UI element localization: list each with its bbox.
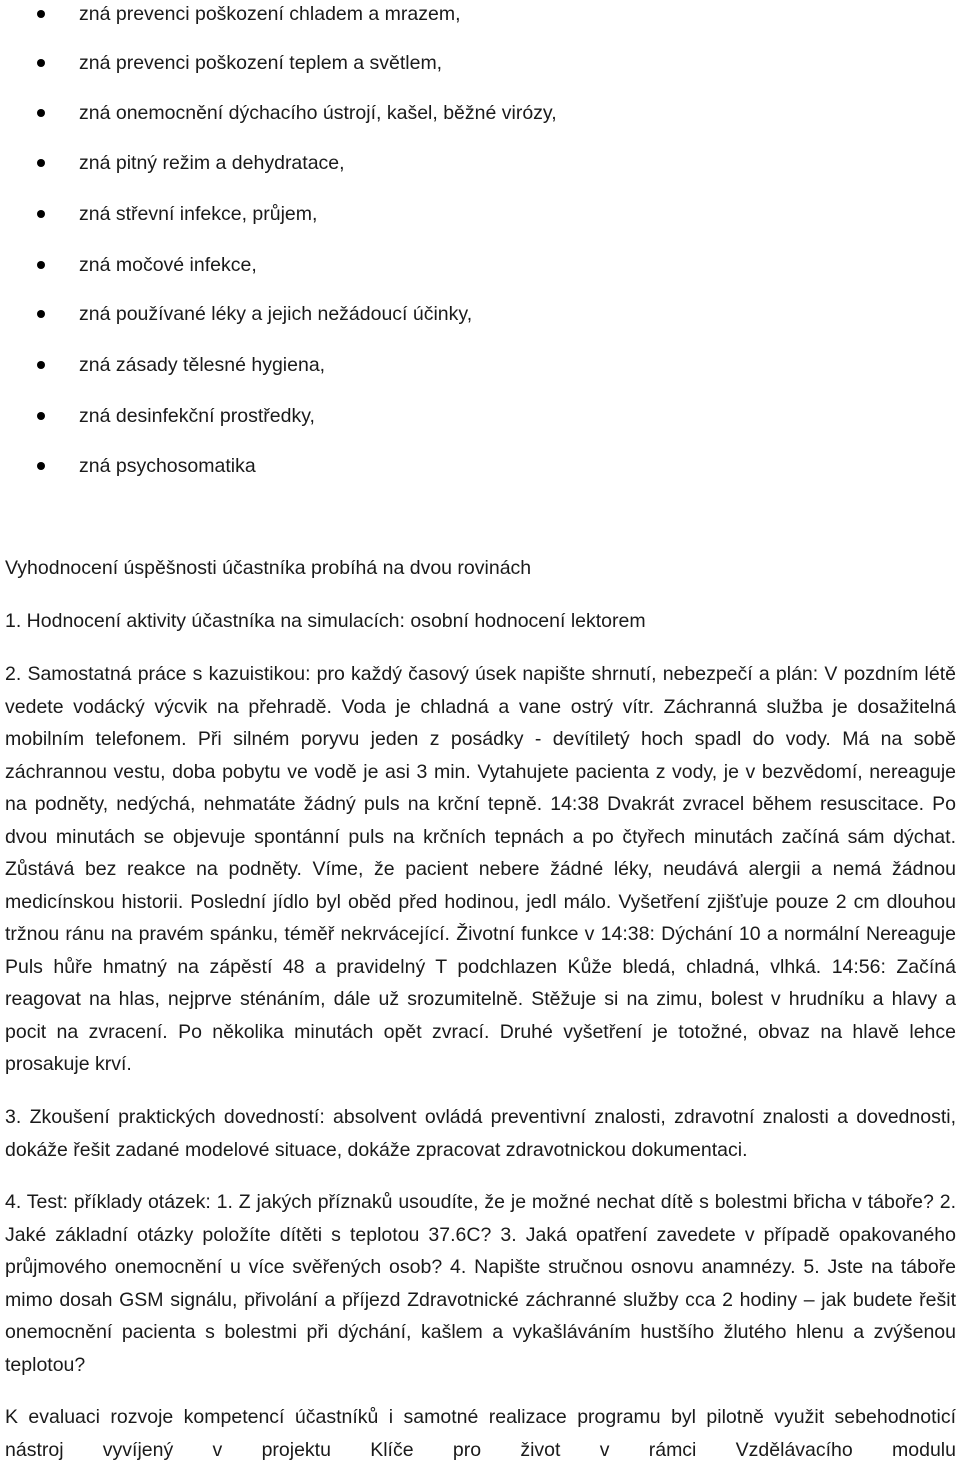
bullet-icon [37,361,45,369]
evaluation-item-3: 3. Zkoušení praktických dovedností: absolvent ovládá preventivní znalosti, zdravotní znalosti a dovednosti, dokáže řešit zadané modelové situace, dokáže zpracovat zdravotnickou dokumentaci. [5,1106,956,1161]
evaluation-item-4-test: 4. Test: příklady otázek: 1. Z jakých příznaků usoudíte, že je možné nechat dítě s bolestmi břicha v táboře? 2. Jaké základní otázky položíte dítěti s teplotou 37.6C? 3. Jaká opatření zavedete v případě opakovaného průjmového onemocnění u více svěřených osob? 4. Napište stručnou osnovu anamnézy. 5. Jste na táboře mimo dosah GSM signálu, přivolání a příjezd Zdravotnické záchranné služby cca 2 hodiny – jak budete řešit onemocnění pacienta s bolestmi při dýchání, kašlem a vykašláváním hustšího žlutého hlenu a zvýšenou teplotou? [5,1191,956,1376]
evaluation-item-1: 1. Hodnocení aktivity účastníka na simulacích: osobní hodnocení lektorem [5,610,646,632]
document-page: zná prevenci poškození chladem a mrazem, zná prevenci poškození teplem a světlem, zná onemocnění dýchacího ústrojí, kašel, běžné virózy, zná pitný režim a dehydratace, zná střevní infekce, průjem, zná močové infekce, zná používané léky a jejich nežádoucí účinky, zná zásady tělesné hygiena, zná desinfekční prostředky, zná psychosomatika Vyhodnocení úspěšnosti účastníka probíhá na dvou rovinách 1. Hodnocení aktivity účastníka na simulacích: osobní hodnocení lektorem 2. Samostatná práce s kazuistikou: pro každý časový úsek napište shrnutí, nebezpečí a plán: V pozdním létě vedete vodácký výcvik na přehradě. Voda je chladná a vane ostrý vítr. Záchranná služba je dosažitelná mobilním telefonem. Při silném poryvu jeden z posádky - devítiletý hoch spadl do vody. Má na sobě záchrannou vestu, doba pobytu ve vodě je asi 3 min. Vytahujete pacienta z vody, je v bezvědomí, nereaguje na podněty, nedýchá, nehmatáte žádný puls na krční tepně. 14:38 Dvakrát zvracel během resuscitace. Po dvou minutách se objevuje spontánní puls na krčních tepnách a po čtyřech minutách začíná sám dýchat. Zůstává bez reakce na podněty. Víme, že pacient nebere žádné léky, neudává alergii a nemá žádnou medicínskou historii. Poslední jídlo byl oběd před hodinou, jedl málo. Vyšetření zjišťuje pouze 2 cm dlouhou tržnou ránu na pravém spánku, téměř nekrvácející. Životní funkce v 14:38: Dýchání 10 a normální Nereaguje Puls hůře hmatný na zápěstí 48 a pravidelný T podchlazen Kůže bledá, chladná, vlhká. 14:56: Začíná reagovat na hlas, nejprve sténáním, dále už srozumitelně. Stěžuje si na zimu, bolest v hrudníku a hlavy a pocit na zvracení. Po několika minutách opět zvrací. Druhé vyšetření je totožné, obvaz na hlavě lehce prosakuje krví. 3. Zkoušení praktických dovedností: absolvent ovládá preventivní znalosti, zdravotní znalosti a dovednosti, dokáže řešit zadané modelové situace, dokáže zpracovat zdravotnickou dokumentaci. 4. Test: příklady otázek: 1. Z jakých příznaků usoudíte, že je možné nechat dítě s bolestmi břicha v táboře? 2. Jaké základní otázky položíte dítěti s teplotou 37.6C? 3. Jaká opatření zavedete v případě opakovaného průjmového onemocnění u více svěřených osob? 4. Napište stručnou osnovu anamnézy. 5. Jste na táboře mimo dosah GSM signálu, přivolání a příjezd Zdravotnické záchranné služby cca 2 hodiny – jak budete řešit onemocnění pacienta s bolestmi při dýchání, kašlem a vykašláváním hustšího žlutého hlenu a zvýšenou teplotou? K evaluaci rozvoje kompetencí účastníků i samotné realizace programu byl pilotně využit sebehodnoticí nástroj vyvíjený v projektu Klíče pro život v rámci Vzdělávacího modulu [0,0,960,1464]
bullet-icon [37,310,45,318]
evaluation-item-2-case-study: 2. Samostatná práce s kazuistikou: pro každý časový úsek napište shrnutí, nebezpečí a plán: V pozdním létě vedete vodácký výcvik na přehradě. Voda je chladná a vane ostrý vítr. Záchranná služba je dosažitelná mobilním telefonem. Při silném poryvu jeden z posádky - devítiletý hoch spadl do vody. Má na sobě záchrannou vestu, doba pobytu ve vodě je asi 3 min. Vytahujete pacienta z vody, je v bezvědomí, nereaguje na podněty, nedýchá, nehmatáte žádný puls na krční tepně. 14:38 Dvakrát zvracel během resuscitace. Po dvou minutách se objevuje spontánní puls na krčních tepnách a po čtyřech minutách začíná sám dýchat. Zůstává bez reakce na podněty. Víme, že pacient nebere žádné léky, neudává alergii a nemá žádnou medicínskou historii. Poslední jídlo byl oběd před hodinou, jedl málo. Vyšetření zjišťuje pouze 2 cm dlouhou tržnou ránu na pravém spánku, téměř nekrvácející. Životní funkce v 14:38: Dýchání 10 a normální Nereaguje Puls hůře hmatný na zápěstí 48 a pravidelný T podchlazen Kůže bledá, chladná, vlhká. 14:56: Začíná reagovat na hlas, nejprve sténáním, dále už srozumitelně. Stěžuje si na zimu, bolest v hrudníku a hlavy a pocit na zvracení. Po několika minutách opět zvrací. Druhé vyšetření je totožné, obvaz na hlavě lehce prosakuje krví. [5,663,956,1075]
bullet-icon [37,109,45,117]
bullet-icon [37,412,45,420]
bullet-icon [37,10,45,18]
bullet-icon [37,210,45,218]
bullet-icon [37,462,45,470]
bullet-icon [37,59,45,67]
bullet-icon [37,261,45,269]
closing-paragraph: K evaluaci rozvoje kompetencí účastníků i samotné realizace programu byl pilotně využit sebehodnoticí nástroj vyvíjený v projektu Klíče pro život v rámci Vzdělávacího modulu [5,1406,956,1461]
bullet-icon [37,159,45,167]
evaluation-intro: Vyhodnocení úspěšnosti účastníka probíhá na dvou rovinách [5,557,532,579]
